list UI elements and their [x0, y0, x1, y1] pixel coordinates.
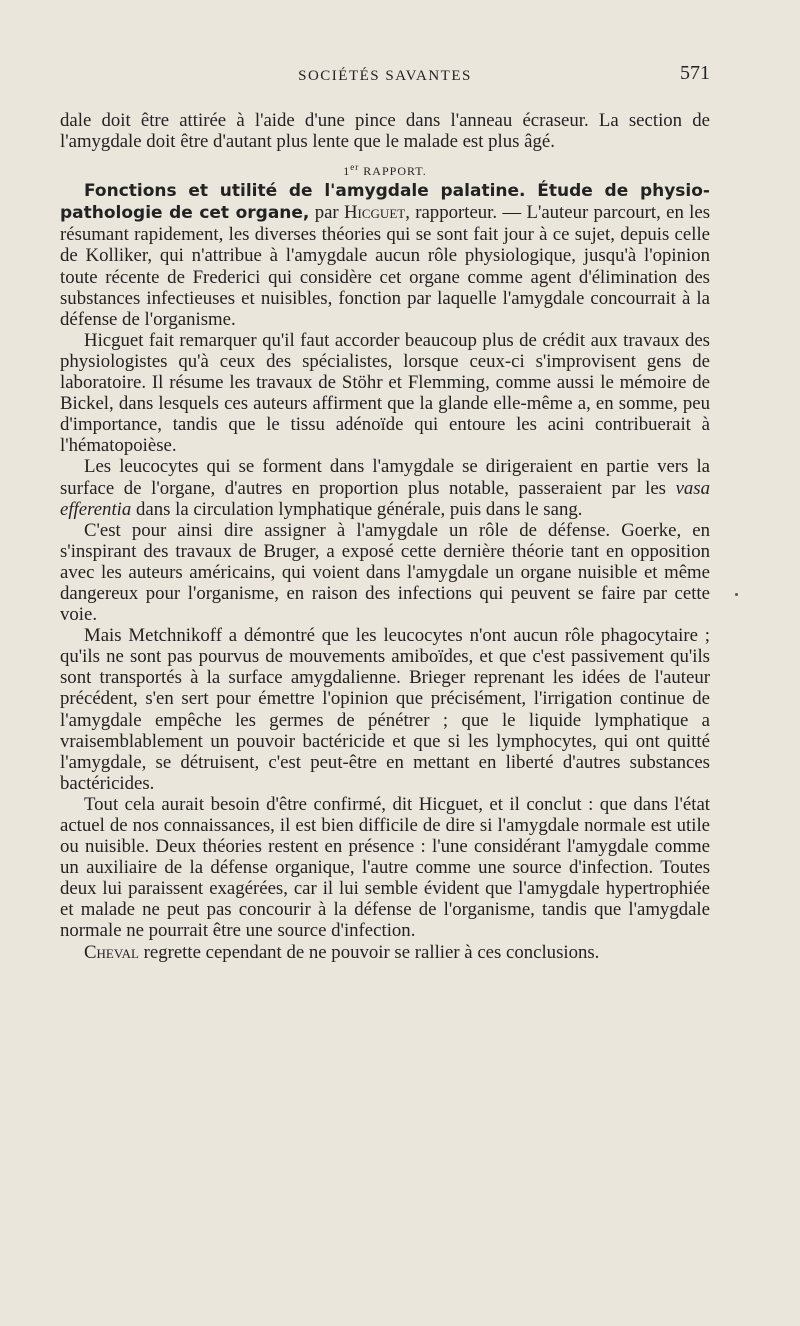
- paragraph-text: regrette cependant de ne pouvoir se rallier à ces conclusions.: [138, 941, 600, 963]
- paragraph: Mais Metchnikoff a démontré que les leucocytes n'ont aucun rôle phagocytaire ; qu'ils ne sont pas pourvus de mouvements amiboïdes, et que c'est passivement qu'ils sont transportés à la surface amygdalienne. Brieger reprenant les idées de l'auteur précédent, s'en sert pour émettre l'opinion que précisément, l'irrigation continue de l'amygdale empêche les germes de pénétrer ; que le liquide lymphatique a vraisemblablement un pouvoir bactéricide et que si les lymphocytes, qui ont quitté l'amygdale, se détruisent, c'est peut-être en mettant en liberté d'autres substances bactéricides.: [60, 625, 710, 794]
- report-ordinal: er: [350, 162, 360, 173]
- report-number: 1: [343, 164, 351, 179]
- paragraph-continuation: dale doit être attirée à l'aide d'une pince dans l'anneau écraseur. La section de l'amygdale doit être d'autant plus lente que le malade est plus âgé.: [60, 110, 710, 153]
- author-name: Hicguet: [343, 202, 406, 224]
- page-number: 571: [680, 62, 710, 84]
- report-heading: [60, 158, 710, 180]
- print-speck: [735, 593, 738, 596]
- report-word: RAPPORT.: [363, 164, 427, 179]
- paragraph-text: dans la circulation lymphatique générale, puis dans le sang.: [131, 498, 583, 520]
- paragraph: Hicguet fait remarquer qu'il faut accorder beaucoup plus de crédit aux travaux des physiologistes qu'à ceux des spécialistes, lorsque ceux-ci s'improvisent gens de laboratoire. Il résume les travaux de Stöhr et Flemming, comme aussi le mémoire de Bickel, dans lesquels ces auteurs affirment que la glande elle-même a, en somme, peu d'importance, tandis que le tissu adénoïde qui entoure les acini contribuerait à l'hématopoièse.: [60, 329, 710, 457]
- page-header: [60, 62, 710, 92]
- paragraph-text: Les leucocytes qui se forment dans l'amygdale se dirigeraient en partie vers la surface de l'organe, d'autres en proportion plus notable, passeraient par les: [60, 456, 710, 499]
- article-body: [60, 110, 710, 963]
- paragraph: [60, 456, 710, 519]
- paragraph-text: , rapporteur. — L'auteur parcourt, en les résumant rapidement, les diverses théories qui se sont fait jour à ce sujet, depuis celle de Kolliker, qui n'attribue à l'amygdale aucun rôle physiologique, jusqu'à l'opinion toute récente de Frederici qui considère cet organe comme agent d'élimination des substances infectieuses et nuisibles, fonction par laquelle l'amygdale concourrait à la défense de l'organisme.: [60, 202, 711, 330]
- paragraph-text: par: [309, 202, 344, 224]
- paragraph: Tout cela aurait besoin d'être confirmé, dit Hicguet, et il conclut : que dans l'état actuel de nos connaissances, il est bien difficile de dire si l'amygdale normale est utile ou nuisible. Deux théories restent en présence : l'une considérant l'amygdale comme un auxiliaire de la défense organique, l'autre comme une source d'infection. Toutes deux lui paraissent exagérées, car il lui semble évident que l'amygdale hypertrophiée et malade ne peut pas concourir à la défense de l'organisme, tandis que l'amygdale normale ne pourrait être une source d'infection.: [60, 793, 710, 942]
- latin-term: vasa efferentia: [60, 477, 710, 520]
- paragraph: [60, 942, 710, 963]
- running-title: SOCIÉTÉS SAVANTES: [298, 68, 472, 84]
- paragraph-report-title: [60, 180, 710, 330]
- report-title: Fonctions et utilité de l'amygdale palatine. Étude de physio-pathologie de cet organe,: [60, 181, 710, 224]
- paragraph: C'est pour ainsi dire assigner à l'amygdale un rôle de défense. Goerke, en s'inspirant des travaux de Bruger, a exposé cette dernière théorie tant en opposition avec les auteurs américains, qui voient dans l'amygdale un organe nuisible et même dangereux pour l'organisme, en raison des infections qui peuvent se faire par cette voie.: [60, 519, 710, 626]
- author-name: Cheval: [84, 941, 139, 963]
